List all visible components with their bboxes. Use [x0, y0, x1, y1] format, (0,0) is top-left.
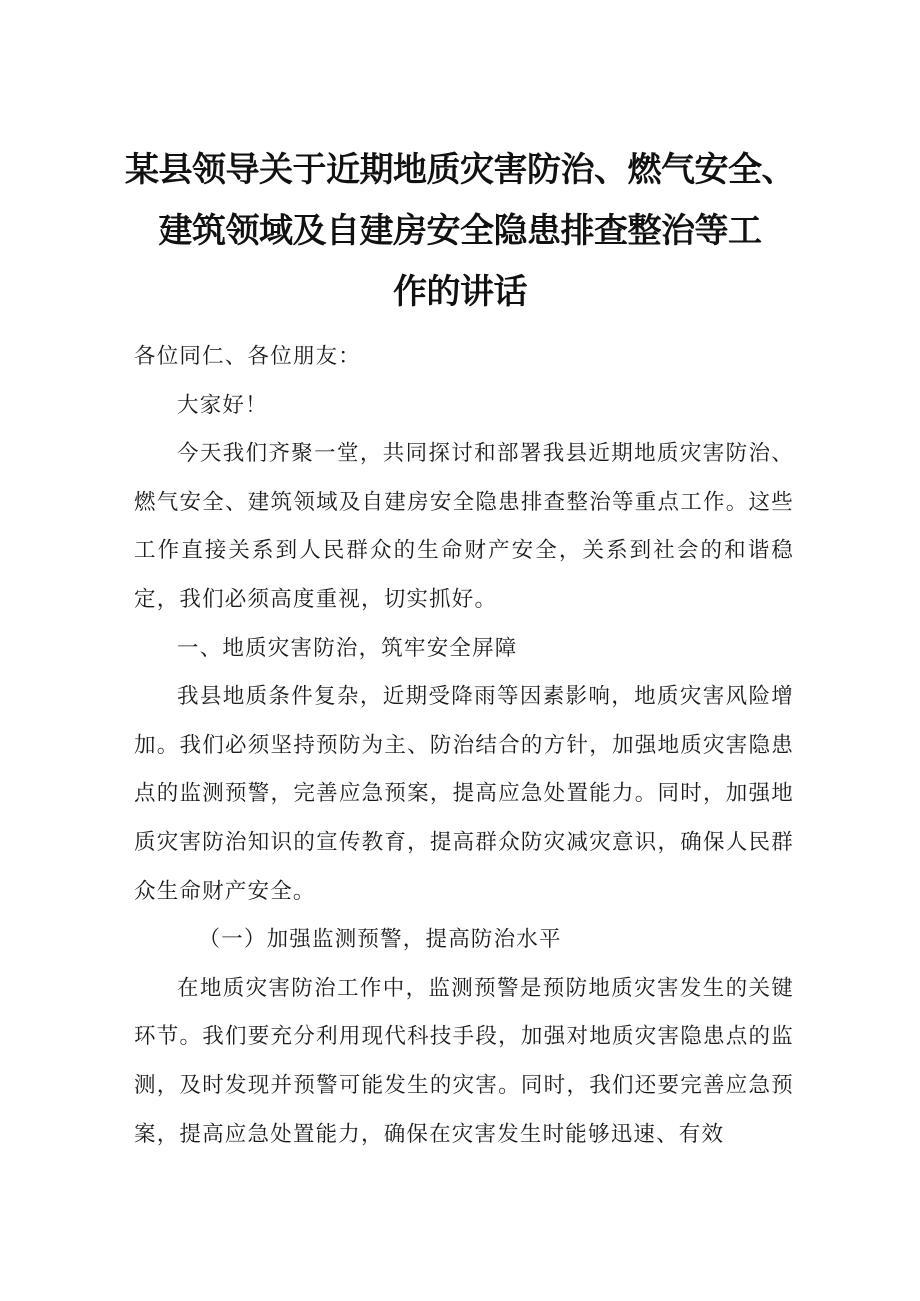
salutation: 各位同仁、各位朋友：	[134, 344, 362, 369]
subsection-paragraph-1: 在地质灾害防治工作中，监测预警是预防地质灾害发生的关键环节。我们要充分利用现代科技手段，加强对地质灾害隐患点的监测，及时发现并预警可能发生的灾害。同时，我们还要完善应急预案，提高应急处置能力，确保在灾害发生时能够迅速、有效	[134, 975, 794, 1147]
document-body	[134, 333, 794, 1159]
title-line-3: 作的讲话	[393, 272, 527, 312]
section-heading-1: 一、地质灾害防治，筑牢安全屏障	[177, 635, 518, 661]
greeting: 大家好！	[177, 392, 268, 418]
subsection-heading-1: （一）加强监测预警，提高防治水平	[198, 927, 562, 953]
title-line-1: 某县领导关于近期地质灾害防治、燃气安全、	[125, 150, 795, 190]
title-line-2: 建筑领域及自建房安全隐患排查整治等工	[158, 211, 762, 251]
intro-paragraph: 今天我们齐聚一堂，共同探讨和部署我县近期地质灾害防治、燃气安全、建筑领域及自建房安全隐患排查整治等重点工作。这些工作直接关系到人民群众的生命财产安全，关系到社会的和谐稳定，我们必须高度重视，切实抓好。	[134, 441, 794, 612]
document-title	[120, 140, 800, 323]
section-paragraph-1: 我县地质条件复杂，近期受降雨等因素影响，地质灾害风险增加。我们必须坚持预防为主、防治结合的方针，加强地质灾害隐患点的监测预警，完善应急预案，提高应急处置能力。同时，加强地质灾害防治知识的宣传教育，提高群众防灾减灾意识，确保人民群众生命财产安全。	[134, 684, 794, 904]
